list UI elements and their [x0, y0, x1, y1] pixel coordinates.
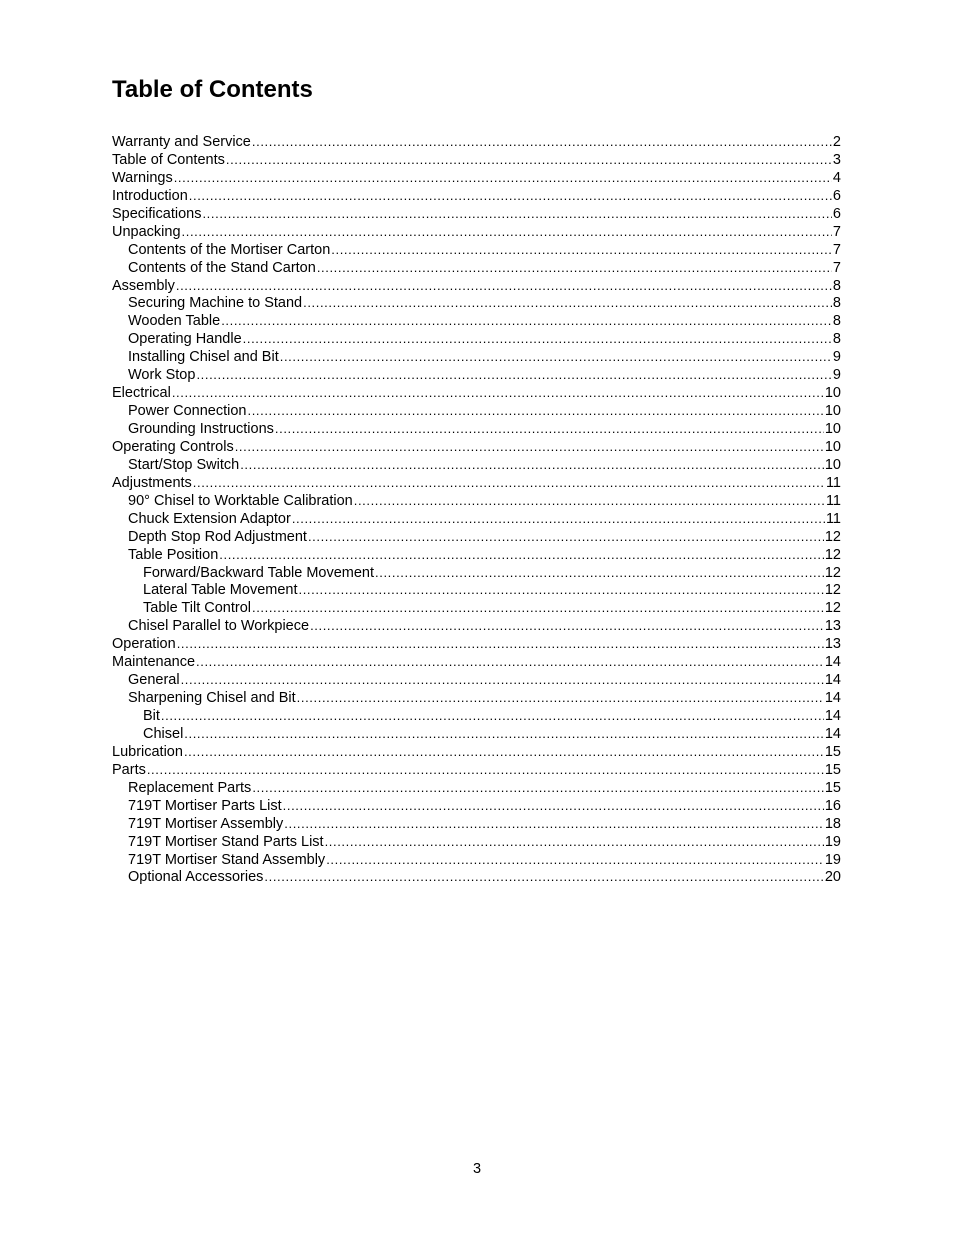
toc-entry[interactable]	[112, 546, 841, 564]
toc-entry[interactable]	[112, 635, 841, 653]
toc-entry-label: Lateral Table Movement	[143, 582, 298, 599]
dot-leader	[280, 348, 832, 366]
toc-entry-page: 14	[824, 672, 841, 689]
dot-leader	[184, 725, 824, 743]
toc-entry-label: Bit	[143, 708, 160, 724]
toc-entry-page: 11	[825, 510, 841, 527]
toc-entry-page: 14	[824, 725, 841, 742]
toc-entry-label: Operating Handle	[128, 331, 242, 348]
toc-entry-label: Depth Stop Rod Adjustment	[128, 528, 307, 545]
toc-entry[interactable]	[112, 510, 841, 528]
dot-leader	[252, 133, 832, 151]
dot-leader	[375, 564, 824, 582]
toc-entry-page: 20	[824, 869, 841, 886]
toc-entry-page: 15	[824, 743, 841, 760]
toc-entry[interactable]	[112, 312, 841, 330]
toc-entry[interactable]	[112, 402, 841, 420]
dot-leader	[196, 653, 824, 671]
toc-entry[interactable]	[112, 277, 841, 295]
toc-entry[interactable]	[112, 815, 841, 833]
dot-leader	[226, 151, 832, 169]
toc-entry-page: 6	[832, 187, 841, 204]
table-of-contents	[112, 133, 841, 886]
toc-entry[interactable]	[112, 851, 841, 869]
dot-leader	[202, 205, 831, 223]
toc-entry-page: 10	[824, 421, 841, 437]
dot-leader	[243, 330, 832, 348]
toc-entry[interactable]	[112, 868, 841, 886]
dot-leader	[176, 277, 832, 295]
toc-entry-label: Securing Machine to Stand	[128, 295, 303, 312]
toc-entry[interactable]	[112, 617, 841, 635]
toc-entry[interactable]	[112, 151, 841, 169]
dot-leader	[299, 581, 824, 599]
dot-leader	[193, 474, 825, 492]
toc-entry-page: 16	[824, 797, 841, 814]
toc-entry[interactable]	[112, 671, 841, 689]
dot-leader	[310, 617, 824, 635]
toc-entry[interactable]	[112, 169, 841, 187]
toc-entry[interactable]	[112, 707, 841, 725]
toc-entry-label: 719T Mortiser Parts List	[128, 797, 282, 814]
toc-entry-label: Contents of the Stand Carton	[128, 259, 316, 276]
toc-entry-page: 8	[832, 277, 841, 294]
toc-entry-label: Parts	[112, 761, 146, 778]
toc-entry-label: Table of Contents	[112, 151, 225, 168]
dot-leader	[147, 761, 824, 779]
toc-entry-page: 6	[832, 205, 841, 222]
toc-entry[interactable]	[112, 438, 841, 456]
toc-entry-label: Sharpening Chisel and Bit	[128, 690, 296, 707]
toc-entry[interactable]	[112, 725, 841, 743]
toc-entry-page: 8	[832, 331, 841, 348]
dot-leader	[161, 707, 824, 725]
dot-leader	[177, 635, 824, 653]
toc-entry-page: 14	[824, 654, 841, 671]
dot-leader	[240, 456, 824, 474]
dot-leader	[331, 241, 832, 259]
toc-entry-label: Grounding Instructions	[128, 421, 274, 437]
toc-entry[interactable]	[112, 330, 841, 348]
toc-entry[interactable]	[112, 348, 841, 366]
toc-entry[interactable]	[112, 761, 841, 779]
toc-entry-label: Warranty and Service	[112, 134, 251, 150]
toc-entry-label: Table Position	[128, 546, 219, 563]
toc-entry[interactable]	[112, 420, 841, 438]
toc-entry-label: Optional Accessories	[128, 869, 264, 886]
toc-entry-label: Start/Stop Switch	[128, 456, 240, 473]
toc-entry[interactable]	[112, 384, 841, 402]
dot-leader	[221, 312, 832, 330]
dot-leader	[184, 743, 824, 761]
dot-leader	[252, 599, 824, 617]
dot-leader	[275, 420, 824, 438]
toc-entry-label: Chisel Parallel to Workpiece	[128, 618, 310, 635]
dot-leader	[292, 510, 825, 528]
toc-entry[interactable]	[112, 581, 841, 599]
toc-entry-page: 4	[832, 169, 841, 186]
dot-leader	[252, 779, 824, 797]
dot-leader	[303, 294, 832, 312]
toc-entry-label: Operating Controls	[112, 438, 234, 455]
toc-entry-page: 10	[824, 385, 841, 402]
toc-entry-page: 7	[832, 259, 841, 276]
toc-entry-label: Electrical	[112, 385, 171, 402]
toc-entry-label: Chuck Extension Adaptor	[128, 510, 291, 527]
toc-entry-page: 12	[824, 582, 841, 599]
toc-entry-page: 7	[832, 223, 841, 240]
dot-leader	[174, 169, 832, 187]
toc-entry-page: 3	[832, 151, 841, 168]
toc-entry-label: 719T Mortiser Stand Assembly	[128, 851, 326, 868]
toc-entry-label: Replacement Parts	[128, 779, 252, 796]
toc-entry-page: 13	[824, 636, 841, 653]
toc-entry-page: 2	[832, 134, 841, 150]
toc-entry-page: 19	[824, 833, 841, 850]
toc-entry[interactable]	[112, 492, 841, 510]
toc-entry-page: 11	[825, 492, 841, 509]
toc-entry-label: Adjustments	[112, 474, 192, 491]
toc-entry-page: 9	[832, 349, 841, 366]
toc-entry-label: Specifications	[112, 205, 202, 222]
toc-entry-label: 719T Mortiser Stand Parts List	[128, 833, 324, 850]
toc-entry-page: 15	[824, 761, 841, 778]
toc-entry[interactable]	[112, 474, 841, 492]
toc-entry[interactable]	[112, 528, 841, 546]
dot-leader	[297, 689, 824, 707]
dot-leader	[182, 223, 832, 241]
toc-entry-page: 11	[825, 474, 841, 491]
toc-entry[interactable]	[112, 833, 841, 851]
toc-entry[interactable]	[112, 689, 841, 707]
toc-entry-label: Maintenance	[112, 654, 196, 671]
dot-leader	[219, 546, 824, 564]
toc-entry-page: 10	[824, 438, 841, 455]
dot-leader	[235, 438, 824, 456]
dot-leader	[196, 366, 831, 384]
toc-entry[interactable]	[112, 205, 841, 223]
toc-entry-page: 7	[832, 241, 841, 258]
toc-entry-page: 8	[832, 295, 841, 312]
dot-leader	[172, 384, 824, 402]
toc-entry[interactable]	[112, 133, 841, 151]
toc-entry-label: 90° Chisel to Worktable Calibration	[128, 492, 353, 509]
toc-entry-label: Operation	[112, 636, 176, 653]
toc-entry[interactable]	[112, 366, 841, 384]
dot-leader	[354, 492, 825, 510]
dot-leader	[325, 833, 824, 851]
toc-entry[interactable]	[112, 599, 841, 617]
toc-entry-label: Forward/Backward Table Movement	[143, 564, 375, 581]
dot-leader	[283, 797, 824, 815]
toc-entry-label: General	[128, 672, 180, 689]
toc-entry[interactable]	[112, 653, 841, 671]
toc-entry[interactable]	[112, 187, 841, 205]
toc-entry-label: Assembly	[112, 277, 175, 294]
toc-entry-label: Contents of the Mortiser Carton	[128, 241, 331, 258]
toc-entry-label: Wooden Table	[128, 313, 221, 330]
toc-entry-label: Power Connection	[128, 403, 247, 420]
toc-entry-label: Introduction	[112, 187, 188, 204]
toc-entry-page: 18	[824, 815, 841, 832]
toc-entry[interactable]	[112, 743, 841, 761]
toc-entry-label: Chisel	[143, 725, 184, 742]
toc-entry-label: Installing Chisel and Bit	[128, 349, 279, 366]
toc-entry-page: 8	[832, 313, 841, 330]
dot-leader	[326, 851, 824, 869]
dot-leader	[284, 815, 824, 833]
toc-entry-label: 719T Mortiser Assembly	[128, 815, 284, 832]
dot-leader	[317, 259, 832, 277]
toc-entry-page: 12	[824, 564, 841, 581]
toc-entry-page: 12	[824, 600, 841, 617]
toc-entry[interactable]	[112, 564, 841, 582]
page-number: 3	[472, 1161, 482, 1177]
dot-leader	[264, 868, 823, 886]
toc-entry[interactable]	[112, 241, 841, 259]
toc-entry-page: 10	[824, 403, 841, 420]
toc-entry-page: 19	[824, 851, 841, 868]
dot-leader	[308, 528, 824, 546]
toc-entry-page: 14	[824, 708, 841, 724]
dot-leader	[248, 402, 824, 420]
toc-entry[interactable]	[112, 797, 841, 815]
toc-entry[interactable]	[112, 294, 841, 312]
toc-entry-page: 12	[824, 546, 841, 563]
toc-entry[interactable]	[112, 223, 841, 241]
toc-entry-label: Lubrication	[112, 743, 183, 760]
toc-entry-page: 12	[824, 528, 841, 545]
toc-entry-page: 10	[824, 456, 841, 473]
toc-entry-page: 9	[832, 367, 841, 384]
toc-entry-label: Table Tilt Control	[143, 600, 251, 617]
toc-entry[interactable]	[112, 456, 841, 474]
toc-entry-label: Unpacking	[112, 223, 181, 240]
toc-entry[interactable]	[112, 259, 841, 277]
toc-entry-page: 14	[824, 690, 841, 707]
toc-entry[interactable]	[112, 779, 841, 797]
toc-entry-label: Warnings	[112, 169, 173, 186]
dot-leader	[189, 187, 832, 205]
toc-entry-page: 15	[824, 779, 841, 796]
page-title: Table of Contents	[112, 76, 313, 103]
toc-entry-page: 13	[824, 618, 841, 635]
dot-leader	[181, 671, 824, 689]
toc-entry-label: Work Stop	[128, 367, 196, 384]
